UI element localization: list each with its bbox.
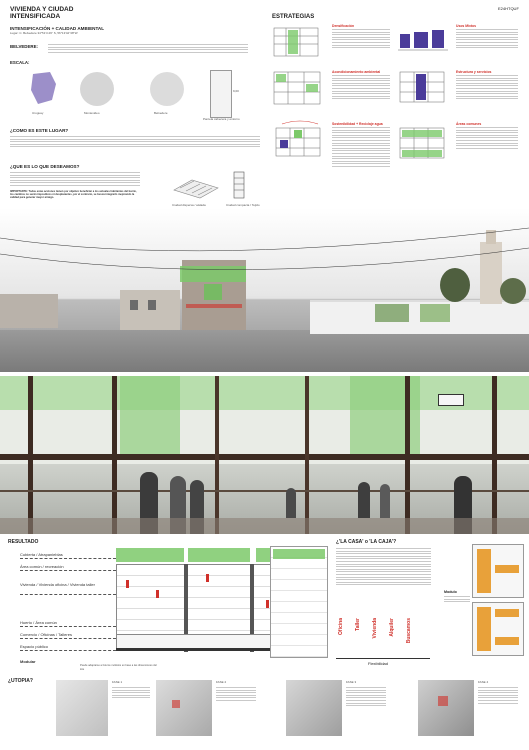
- importante-text: IMPORTANTE: Todas estas acciones tienen por objetivo beneficiar a los actuales habitantes del barrio, los cambios no serán impositivos ni desplazantes, por el contrario, se busca integrarlo mejorando la calidad para generar mayor arraigo.: [10, 190, 137, 200]
- phase4-image: [418, 680, 474, 736]
- strategy-text-densificacion: [332, 29, 390, 50]
- modular-label: Modular: [20, 659, 36, 664]
- phase4-label: FASE 4: [478, 680, 489, 684]
- q2-heading: ¿QUE ES LO QUE DESEAMOS?: [10, 164, 80, 169]
- uruguay-map: [28, 70, 58, 106]
- flex-label: Flexibilidad: [368, 661, 389, 666]
- bar-oficina: Oficina: [338, 618, 344, 635]
- strategy-text-estructura: [456, 75, 518, 101]
- belvedere-label: BELVEDERE:: [10, 44, 38, 49]
- caption-dispersed: Ciudad dispersa / aislada: [172, 203, 206, 207]
- modulo-text: [444, 596, 470, 604]
- bar-alquiler: Alquiler: [389, 618, 395, 637]
- bar-taller: Taller: [355, 618, 361, 631]
- q2-text: [10, 172, 140, 188]
- phase1-label: FASE 1: [112, 680, 123, 684]
- caption-compact: Ciudad compacta / Tejido: [226, 203, 260, 207]
- strategy-name-acondicionamiento: Acondicionamiento ambiental: [332, 70, 381, 74]
- escala-item-montevideo: Montevideo: [84, 111, 100, 115]
- bar-vivienda: Vivienda: [372, 618, 378, 639]
- phase3-text: [346, 687, 386, 708]
- casa-heading: ¿'LA CASA' o 'LA CAJA'?: [336, 539, 397, 545]
- strategy-name-areas-comunes: Áreas comunes: [456, 122, 482, 126]
- parcela-plan: [210, 70, 232, 118]
- floor-label-vivienda: Vivienda / Vivienda oficina / Vivienda taller: [20, 582, 95, 587]
- acondicionamiento-diagram: [272, 68, 328, 108]
- floor-label-comercio: Comercio / Oficinas / Talleres: [20, 632, 72, 637]
- escala-label: ESCALA:: [10, 60, 30, 65]
- strategy-name-densificacion: Densificación: [332, 24, 355, 28]
- modulo-label: Modulo: [444, 590, 457, 594]
- areas-comunes-diagram: [396, 120, 452, 164]
- section-detail: [270, 546, 328, 658]
- interior-render: [0, 376, 529, 534]
- floor-label-area-comun: Área común / recreación: [20, 564, 64, 569]
- location: Lugar: C. Belvedere 34°51'3.29" S, 56°13'42''48"W: [10, 31, 78, 35]
- strategy-name-estructura: Estructura y servicios: [456, 70, 492, 74]
- phase2-text: [216, 687, 256, 703]
- sostenibilidad-diagram: [272, 120, 328, 160]
- resultado-heading: RESULTADO: [8, 539, 39, 545]
- modular-note: Puede adaptarse a futuros módulos en base a las dimensiones del lote: [80, 664, 157, 671]
- q1-text: [10, 136, 260, 149]
- montevideo-map: [80, 72, 114, 106]
- floor-label-cubierta: Cubierta / Atrapanieblas: [20, 552, 63, 557]
- phase1-image: [56, 680, 108, 736]
- casa-text: [336, 548, 431, 587]
- project-code: E24HTQUF: [498, 6, 519, 11]
- escala-dim: 9,00: [233, 89, 239, 93]
- street-panorama: [0, 208, 529, 372]
- strategy-text-usos-mixtos: [456, 29, 518, 50]
- dash-line: [20, 650, 116, 651]
- strategy-text-sostenibilidad: [332, 127, 390, 169]
- floor-label-huerto: Huerto / Área común: [20, 620, 57, 625]
- phase4-text: [478, 687, 518, 705]
- densificacion-diagram: [272, 24, 328, 60]
- compact-city-diagram: [230, 170, 250, 202]
- strategy-name-sostenibilidad: Sostenibilidad + Reciclaje agua: [332, 122, 383, 126]
- belvedere-text: [48, 44, 248, 54]
- escala-item-belvedere: Belvedere: [154, 111, 168, 115]
- subtitle: INTENSIFICACIÓN + CALIDAD AMBIENTAL: [10, 26, 105, 31]
- utopia-heading: ¿UTOPIA?: [8, 678, 33, 684]
- dash-line: [20, 638, 116, 639]
- usos-mixtos-diagram: [396, 24, 452, 60]
- phase2-label: FASE 2: [216, 680, 227, 684]
- estrategias-heading: ESTRATEGIAS: [272, 14, 315, 20]
- escala-item-uruguay: Uruguay: [32, 111, 44, 115]
- dash-line: [20, 570, 116, 571]
- title-line1: VIVIENDA Y CIUDAD: [10, 6, 74, 13]
- module-diagram-b: [472, 602, 524, 656]
- module-diagram-a: [472, 544, 524, 598]
- phase3-image: [286, 680, 342, 736]
- estructura-diagram: [396, 68, 452, 108]
- floor-label-espacio-publico: Espacio público: [20, 644, 49, 649]
- phase3-label: FASE 3: [346, 680, 357, 684]
- phase1-text: [112, 687, 150, 700]
- title-line2: INTENSIFICADA: [10, 13, 61, 20]
- strategy-text-areas-comunes: [456, 127, 518, 150]
- dash-line: [20, 626, 116, 627]
- escala-item-parcela: Parcela cabecera y entorno: [203, 117, 240, 121]
- belvedere-map: [150, 72, 184, 106]
- dash-line: [20, 594, 116, 595]
- bar-buscamos: Buscamos: [406, 618, 412, 644]
- flex-axis: [336, 658, 430, 659]
- q1-heading: ¿COMO ES ESTE LUGAR?: [10, 128, 69, 133]
- strategy-text-acondicionamiento: [332, 75, 390, 101]
- strategy-name-usos-mixtos: Usos Mixtos: [456, 24, 476, 28]
- dash-line: [20, 558, 116, 559]
- dispersed-city-diagram: [172, 170, 222, 200]
- phase2-image: [156, 680, 212, 736]
